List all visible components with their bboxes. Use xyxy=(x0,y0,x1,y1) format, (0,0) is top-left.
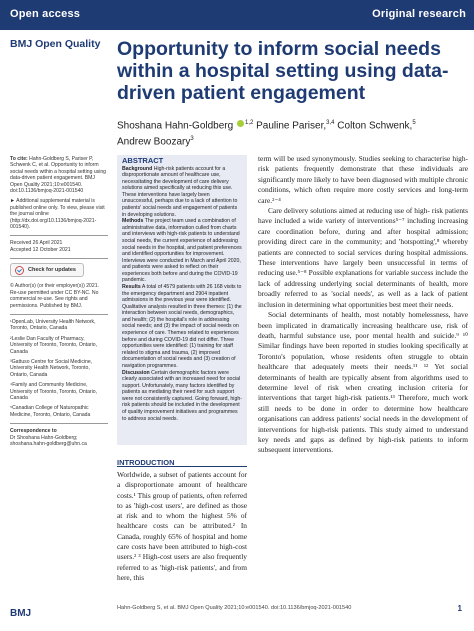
copyright-note: © Author(s) (or their employer(s)) 2021. Re-use permitted under CC BY-NC. No commercial re-use. See rights and permissions. Published by BMJ. xyxy=(10,283,99,309)
article-title: Opportunity to inform social needs within a hospital setting using data-driven patient engagement xyxy=(117,38,449,104)
orcid-icon[interactable] xyxy=(237,120,244,127)
cite-text: Hahn-Goldberg S, Pariser P, Schwenk C, et al. Opportunity to inform social needs within a hospital setting using data-driven patient engagement. BMJ Open Quality 2021;10:e001540. doi:10.1136/bmjoq-2021-001540 xyxy=(10,156,106,195)
body-paragraph: term will be used synonymously. Studies seeking to characterise high-risk patients frequently demonstrate that these individuals are significantly more likely to have been diagnosed with multiple chronic conditions, which often require more costly services and long-term care.²⁻⁴ xyxy=(258,154,468,205)
abstract-background xyxy=(122,166,242,219)
abstract-methods xyxy=(122,218,242,284)
correspondence-name: Dr Shoshana Hahn-Goldberg; xyxy=(10,434,78,441)
abstract-discussion xyxy=(122,370,242,423)
introduction-heading: INTRODUCTION xyxy=(117,458,175,467)
check-updates-label: Check for updates xyxy=(28,267,76,274)
author-name: Shoshana Hahn-Goldberg xyxy=(117,120,234,132)
divider xyxy=(10,423,108,424)
citation-block xyxy=(10,156,108,194)
section-text: High-risk patients account for a disproportionate amount of healthcare use, necessitating the development of care delivery solutions aimed specifically at reducing this use. These interventions have largely been unsuccessful, perhaps due to a lack of attention to patients' social needs and engagement of patients in developing solutions. xyxy=(122,165,238,218)
author-list xyxy=(117,117,467,149)
author-name: Andrew Boozary xyxy=(117,136,191,148)
cite-label: To cite: xyxy=(10,156,28,162)
top-banner xyxy=(0,0,474,30)
accepted-date: Accepted 12 October 2021 xyxy=(10,246,71,253)
page-number: 1 xyxy=(457,604,462,613)
section-text: The project team used a combination of administrative data, information culled from charts and interviews with high-risk patients to understand social needs, the current experience of addressing social needs in the hospital, and patient preferences and identified opportunities for improvement. Interviews were conducted in March and April 2020, and patients were asked to reflect on their experiences both before and during the COVID-19 pandemic. xyxy=(122,218,242,284)
section-text: A total of 4579 patients with 26 168 visits to the emergency department and 2904 inpatient admissions in the previous year were identified. Qualitative analysis resulted in three themes: (1) the interaction between social needs, demographics, and health; (2) the hospital's role in addressing social needs; and (3) the impact of social needs on experience of care. Themes related to experiences before and during COVID-19 did not differ. Three opportunities were identified: (1) training for staff related to stigma and trauma, (2) improved documentation of social needs and (3) creation of navigation programmes. xyxy=(122,283,242,369)
received-date: Received 26 April 2021 xyxy=(10,240,63,247)
supplemental-note[interactable]: ► Additional supplemental material is published online only. To view, please visit the journal online (http://dx.doi.org/10.1136/bmjoq-2021-001540). xyxy=(10,198,105,231)
divider xyxy=(10,314,108,315)
footer-citation: Hahn-Goldberg S, et al. BMJ Open Quality 2021;10:e001540. doi:10.1136/bmjoq-2021-001540 xyxy=(117,605,352,611)
body-column-right xyxy=(258,154,468,456)
section-label: Background xyxy=(122,165,153,172)
check-updates-icon xyxy=(15,266,24,275)
divider xyxy=(10,258,108,259)
affiliation: ¹OpenLab, University Health Network, Toronto, Ontario, Canada xyxy=(10,318,96,332)
section-label: Methods xyxy=(122,218,144,225)
author-name: Colton Schwenk, xyxy=(337,120,413,132)
correspondence-block xyxy=(10,428,108,447)
abstract-results xyxy=(122,284,242,370)
author-affil: 1,2 xyxy=(244,120,254,126)
author-affil: 3 xyxy=(190,135,194,142)
author-name: Pauline Pariser, xyxy=(256,120,327,132)
abstract-box xyxy=(117,155,247,445)
section-text: Certain demographic factors were clearly associated with an increased need for social support. Unfortunately, many factors identified by patients as mediating their need for such support were not consistently captured. Going forward, high-risk patients should be included in the development of quality improvement initiatives and programmes to address social needs. xyxy=(122,369,242,422)
correspondence-email[interactable]: shoshana.hahn-goldberg@uhn.ca xyxy=(10,441,87,447)
affiliation: ⁵Canadian College of Naturopathic Medicine, Toronto, Ontario, Canada xyxy=(10,405,91,418)
dates-block xyxy=(10,240,108,253)
open-access-label: Open access xyxy=(10,8,81,20)
journal-name: BMJ Open Quality xyxy=(10,38,101,50)
article-type-label: Original research xyxy=(372,8,466,20)
article-sidebar xyxy=(10,156,108,451)
correspondence-label: Correspondence to xyxy=(10,428,57,435)
body-paragraph: Social determinants of health, most notably homelessness, have been implicated in dramatically increasing healthcare use, risk of death, harmful substance use, poor mental health and suicide.⁹ ¹⁰ Similar findings have been reported in studies looking specifically at Toronto's population, whose residents often struggle to obtain healthcare that adequately meets their needs.¹¹ ¹² Yet social determinants of health are typically absent from algorithms used to determine level of risk when creating inclusion criteria for interventions that target high-risk patients.¹³ Therefore, much work still needs to be done in order to determine how healthcare organisations can address patients' social needs in the development of interventions for high-risk patients. This study aimed to understand key needs and gaps as defined by high-risk patients to inform subsequent interventions. xyxy=(258,310,468,455)
section-label: Discussion xyxy=(122,369,150,376)
section-label: Results xyxy=(122,283,141,290)
affiliation: ⁴Family and Community Medicine, University of Toronto, Toronto, Ontario, Canada xyxy=(10,382,98,401)
bmj-logo: BMJ xyxy=(10,608,32,619)
check-for-updates-button[interactable] xyxy=(10,263,84,277)
page-footer xyxy=(0,600,474,631)
abstract-heading: ABSTRACT xyxy=(122,156,164,165)
introduction-text: Worldwide, a subset of patients account for a disproportionate amount of healthcare costs.¹ This group of patients, often referred to as 'high-cost users', are defined as those at risk and to whom the highest 5% of healthcare costs can be attributed.² In Canada, roughly 65% of hospital and home care costs have been attributed to high-cost users.² ³ High-cost users are also frequently referred to as 'high-risk patients', and from here, this xyxy=(117,470,247,582)
body-paragraph: Care delivery solutions aimed at reducing use of high- risk patients have included a wide variety of interventions⁵⁻⁷ including increasing care coordination before, during and after hospital admission; providing direct care in the community; and 'hotspotting',⁸ whereby patients are connected to social services during hospital admissions. These interventions have largely been unsuccessful in terms of reducing use.⁵⁻⁸ Possible explanations for variable success include the lack of addressing underlying social determinants of health, more broadly referred to as 'social needs', as well as a lack of patient inclusion in determining what opportunities best meet their needs. xyxy=(258,206,468,309)
divider xyxy=(10,235,108,236)
affiliation: ²Leslie Dan Faculty of Pharmacy, University of Toronto, Toronto, Ontario, Canada xyxy=(10,335,98,355)
author-affil: 5 xyxy=(412,120,416,126)
author-affil: 3,4 xyxy=(326,120,335,126)
section-rule xyxy=(117,466,247,467)
affiliation: ³Gattuso Centre for Social Medicine, University Health Network, Toronto, Ontario, Canada xyxy=(10,358,93,378)
